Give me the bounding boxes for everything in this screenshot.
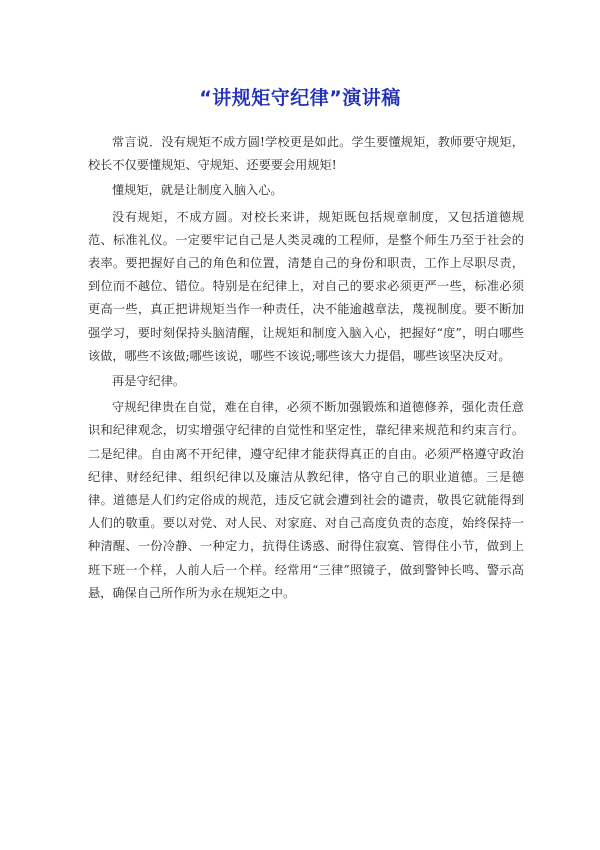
paragraph-heading-understand-rules: 懂规矩，就是让制度入脑入心。 — [112, 183, 283, 198]
document-body — [88, 131, 524, 607]
document-title: “讲规矩守纪律”演讲稿 — [199, 87, 401, 109]
paragraph-intro: 常言说．没有规矩不成方圆!学校更是如此。学生要懂规矩，教师要守规矩，校长不仅要懂规矩、守规矩、还要要会用规矩! — [88, 135, 524, 173]
paragraph-heading-keep-discipline: 再是守纪律。 — [112, 374, 186, 389]
paragraph-keep-discipline: 守规纪律贵在自觉，难在自律，必须不断加强锻炼和道德修养，强化责任意识和纪律观念，切实增强守纪律的自觉性和坚定性，靠纪律来规范和约束言行。二是纪律。自由离不开纪律，遵守纪律才能获得真正的自由。必须严格遵守政治纪律、财经纪律、组织纪律以及廉洁从教纪律，恪守自己的职业道德。三是德律。道德是人们约定俗成的规范，违反它就会遭到社会的谴责，敬畏它就能得到人们的敬重。要以对党、对人民、对家庭、对自己高度负责的态度，始终保持一种清醒、一份冷静、一种定力，抗得住诱惑、耐得住寂寞、管得住小节，做到上班下班一个样，人前人后一个样。经常用“三律”照镜子，做到警钟长鸣、警示高悬，确保自己所作所为永在规矩之中。 — [88, 400, 524, 600]
paragraph-understand-rules: 没有规矩，不成方圆。对校长来讲，规矩既包括规章制度，又包括道德规范、标准礼仪。一定要牢记自己是人类灵魂的工程师，是整个师生乃至于社会的表率。要把握好自己的角色和位置，清楚自己的身份和职责，工作上尽职尽责，到位而不越位、错位。特别是在纪律上，对自己的要求必须更严一些，标准必须更高一些，真正把讲规矩当作一种责任，决不能逾越章法，蔑视制度。要不断加强学习，要时刻保持头脑清醒，让规矩和制度入脑入心，把握好“度”，明白哪些该做，哪些不该做;哪些该说，哪些不该说;哪些该大力提倡，哪些该坚决反对。 — [88, 209, 524, 363]
